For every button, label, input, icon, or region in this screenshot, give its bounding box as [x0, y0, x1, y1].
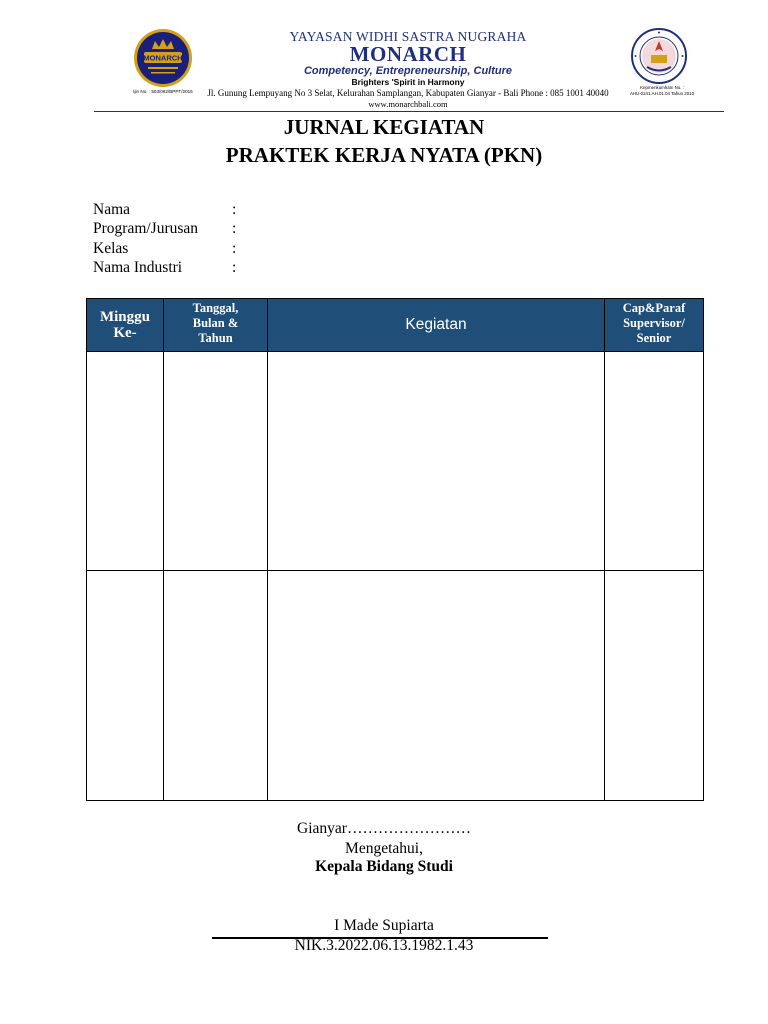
document-subtitle: PRAKTEK KERJA NYATA (PKN)	[225, 143, 543, 167]
journal-table	[86, 298, 704, 801]
monarch-logo	[130, 27, 196, 89]
foundation-name: YAYASAN WIDHI SASTRA NUGRAHA	[289, 29, 527, 44]
signatory-name: I Made Supiarta	[334, 917, 434, 934]
header-text: Ke-	[113, 325, 137, 341]
website: www.monarchbali.com	[368, 99, 448, 109]
table-cell-week[interactable]	[87, 352, 164, 571]
header-text: Bulan &	[192, 316, 239, 330]
field-label-kelas: Kelas	[93, 240, 129, 257]
header-text: Kegiatan	[405, 316, 467, 333]
legal-registration	[612, 85, 712, 96]
header-divider	[94, 111, 724, 112]
table-row	[87, 571, 704, 801]
motto: Brighters 'Spirit in Harmony	[351, 77, 465, 87]
signature-place: Gianyar……………………	[297, 820, 471, 837]
brand-name: MONARCH	[349, 42, 467, 66]
field-label-program: Program/Jurusan	[93, 220, 199, 237]
header-text: Minggu	[99, 309, 150, 325]
acknowledge-text: Mengetahui,	[345, 840, 423, 857]
header-text: Cap&Paraf	[622, 301, 686, 315]
registration-label: Kepmenkumham No. :	[640, 85, 684, 90]
field-label-industri: Nama Industri	[93, 259, 183, 276]
table-cell-activity[interactable]	[268, 571, 605, 801]
logo-text: MONARCH	[143, 53, 183, 63]
foundation-seal-logo	[630, 27, 688, 85]
table-cell-stamp[interactable]	[605, 571, 704, 801]
tagline: Competency, Entrepreneurship, Culture	[303, 65, 513, 77]
header-text: Tahun	[198, 331, 233, 345]
column-header-date	[164, 299, 268, 352]
table-row	[87, 352, 704, 571]
signatory-nik: NIK.3.2022.06.13.1982.1.43	[294, 937, 474, 954]
column-header-week	[87, 299, 164, 352]
table-cell-stamp[interactable]	[605, 352, 704, 571]
column-header-stamp	[605, 299, 704, 352]
table-cell-activity[interactable]	[268, 352, 605, 571]
column-header-activity	[268, 299, 605, 352]
field-label-nama: Nama	[93, 201, 131, 218]
field-colon: :	[232, 201, 237, 218]
field-colon: :	[232, 259, 237, 276]
table-header-row	[87, 299, 704, 352]
header-text: Supervisor/	[623, 316, 685, 330]
table-cell-date[interactable]	[164, 571, 268, 801]
table-cell-date[interactable]	[164, 352, 268, 571]
address: Jl. Gunung Lempuyang No 3 Selat, Kelurahan Samplangan, Kabupaten Gianyar - Bali Phone : 085 1001 40040	[207, 88, 609, 98]
signatory-title: Kepala Bidang Studi	[315, 858, 453, 875]
field-colon: :	[232, 220, 237, 237]
header-text: Senior	[636, 331, 672, 345]
document-title: JURNAL KEGIATAN	[283, 115, 485, 139]
field-colon: :	[232, 240, 237, 257]
registration-number: AHU-0241.AH.01.04 Tahun 2010	[629, 90, 695, 96]
permit-number: Ijin No. : 503/062/BPPT/2015	[133, 89, 193, 94]
table-cell-week[interactable]	[87, 571, 164, 801]
header-text: Tanggal,	[192, 301, 239, 315]
